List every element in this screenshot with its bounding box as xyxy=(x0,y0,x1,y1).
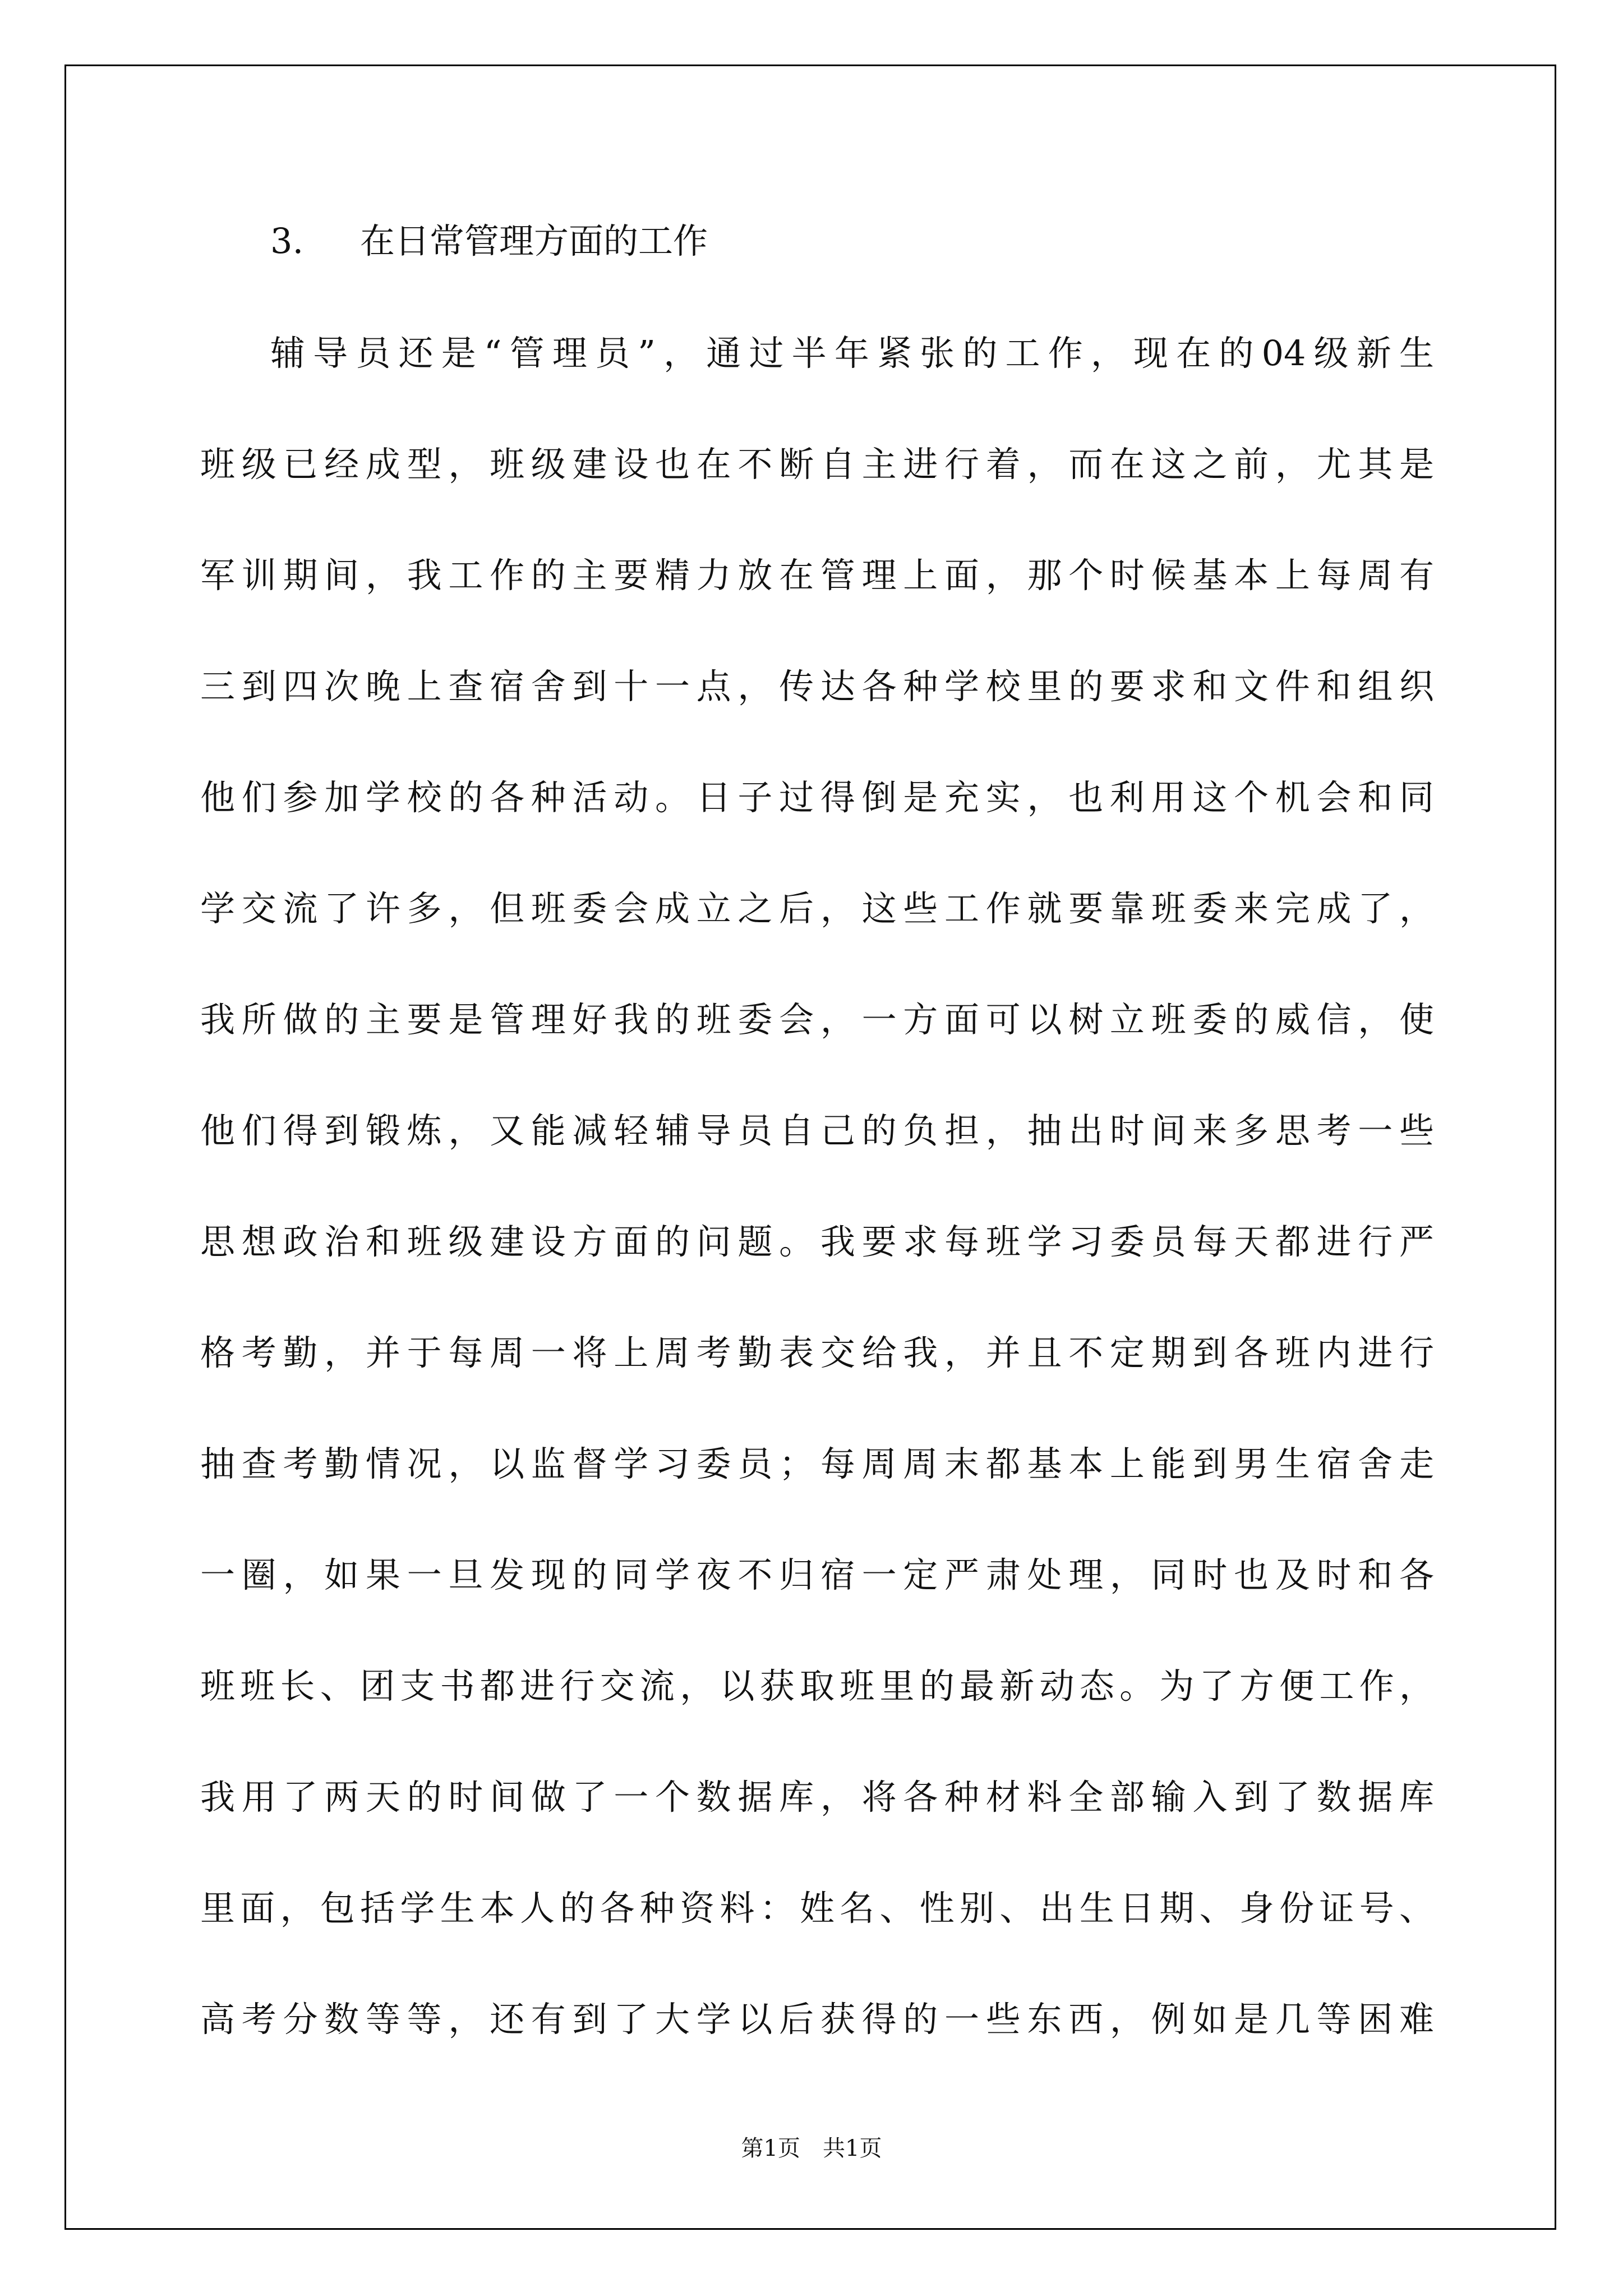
paragraph-line: 抽查考勤情况，以监督学习委员；每周周末都基本上能到男生宿舍走 xyxy=(200,1443,1434,1484)
section-number: 3. xyxy=(270,220,304,261)
section-title: 在日常管理方面的工作 xyxy=(360,220,708,261)
paragraph-line: 格考勤，并于每周一将上周考勤表交给我，并且不定期到各班内进行 xyxy=(200,1332,1434,1373)
paragraph-line: 我用了两天的时间做了一个数据库，将各种材料全部输入到了数据库 xyxy=(200,1777,1434,1818)
paragraph-line: 班级已经成型，班级建设也在不断自主进行着，而在这之前，尤其是 xyxy=(200,444,1434,485)
document-body xyxy=(200,213,1434,2102)
paragraph-line: 三到四次晚上查宿舍到十一点，传达各种学校里的要求和文件和组织 xyxy=(200,666,1434,707)
page-number-footer: 第1页 共1页 xyxy=(741,2136,882,2161)
paragraph-line: 他们得到锻炼，又能减轻辅导员自己的负担，抽出时间来多思考一些 xyxy=(200,1110,1434,1151)
paragraph-line: 他们参加学校的各种活动。日子过得倒是充实，也利用这个机会和同 xyxy=(200,777,1434,818)
paragraph-line: 思想政治和班级建设方面的问题。我要求每班学习委员每天都进行严 xyxy=(200,1221,1434,1262)
paragraph-line: 军训期间，我工作的主要精力放在管理上面，那个时候基本上每周有 xyxy=(200,555,1434,596)
paragraph-line: 学交流了许多，但班委会成立之后，这些工作就要靠班委来完成了， xyxy=(200,888,1434,929)
paragraph-line: 班班长、团支书都进行交流，以获取班里的最新动态。为了方便工作， xyxy=(200,1665,1434,1706)
paragraph-line: 高考分数等等，还有到了大学以后获得的一些东西，例如是几等困难 xyxy=(200,1999,1434,2040)
paragraph-line: 我所做的主要是管理好我的班委会，一方面可以树立班委的威信，使 xyxy=(200,999,1434,1040)
paragraph-line: 一圈，如果一旦发现的同学夜不归宿一定严肃处理，同时也及时和各 xyxy=(200,1554,1434,1595)
paragraph-line: 里面，包括学生本人的各种资料：姓名、性别、出生日期、身份证号、 xyxy=(200,1888,1434,1929)
paragraph-line: 辅导员还是“管理员”，通过半年紧张的工作，现在的04级新生 xyxy=(270,333,1434,374)
section-heading xyxy=(270,213,1434,269)
